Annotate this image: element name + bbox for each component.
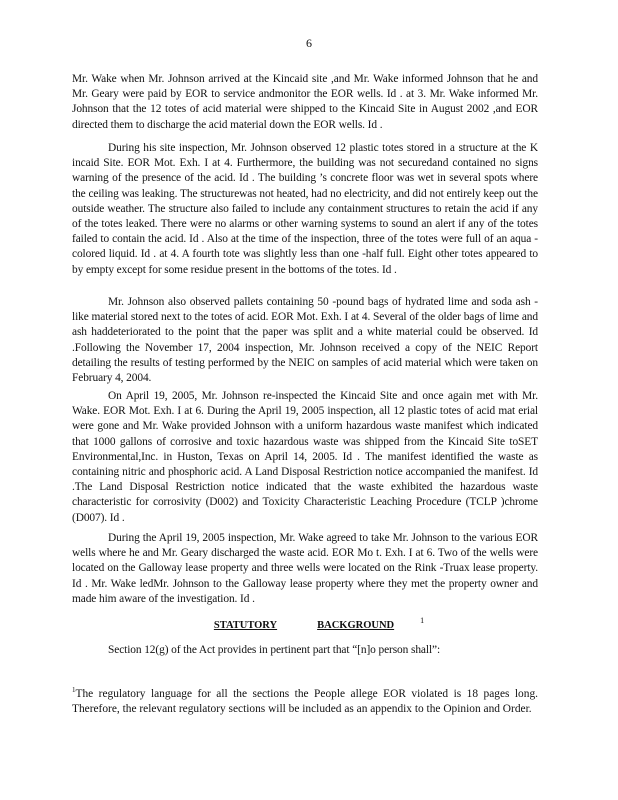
section-paragraph: Section 12(g) of the Act provides in pertinent part that “[n]o person shall”: [108,644,441,656]
page-number: 6 [306,36,312,50]
footnote-reference: 1 [420,616,425,625]
paragraph-5: During the April 19, 2005 inspection, Mr. Wake agreed to take Mr. Johnson to the various EOR wells where he and Mr. Geary discharged the waste acid. EOR Mo t. Exh. I at 6. Two of the wells were located on the Galloway lease property and three wells were located on the Rink -Truax lease property. Id . Mr. Wake ledMr. Johnson to the Galloway lease property where they met the property owner and made him aware of the investigation. Id . [72,532,538,605]
footnote [72,683,538,717]
heading-word-background: BACKGROUND [317,619,395,631]
section-heading [0,616,618,631]
paragraph-2: During his site inspection, Mr. Johnson observed 12 plastic totes stored in a structure at the K incaid Site. EOR Mot. Exh. I at 4. Furthermore, the building was not securedand contained no signs warning of the presence of the acid. Id . The building ’s concrete floor was wet in several spots where the ceiling was leaking. The structurewas not heated, had no electricity, and did not entirely keep out the outside weather. The structure also failed to include any containment structures to retain the acid if any of the totes leaked. There were no alarms or other warning systems to sound an alert if any of the totes failed to contain the acid. Id . Also at the time of the inspection, three of the totes were full of an aqua -colored liquid. Id . at 4. A fourth tote was slightly less than one -half full. Eight other totes appeared to by empty except for some residue present in the bottoms of the totes. Id . [72,142,538,276]
footnote-text: The regulatory language for all the sections the People allege EOR violated is 18 pages long. Therefore, the relevant regulatory sections will be included as an appendix to the Opinion and Order. [72,687,538,715]
heading-word-statutory: STATUTORY [213,619,278,631]
paragraph-3: Mr. Johnson also observed pallets containing 50 -pound bags of hydrated lime and soda ash -like material stored next to the totes of acid. EOR Mot. Exh. I at 4. Several of the older bags of lime and ash haddeteriorated to the point that the paper was split and a white material could be observed. Id .Following the November 17, 2004 inspection, Mr. Johnson received a copy of the NEIC Report detailing the results of testing performed by the NEIC on samples of acid material which were taken on February 4, 2004. [72,296,538,385]
paragraph-1: Mr. Wake when Mr. Johnson arrived at the Kincaid site ,and Mr. Wake informed Johnson that he and Mr. Geary were paid by EOR to service andmonitor the EOR wells. Id . at 3. Mr. Wake informed Mr. Johnson that the 12 totes of acid material were shipped to the Kincaid Site in August 2002 ,and EOR directed them to discharge the acid material down the EOR wells. Id . [72,73,538,131]
paragraph-4: On April 19, 2005, Mr. Johnson re-inspected the Kincaid Site and once again met with Mr. Wake. EOR Mot. Exh. I at 6. During the April 19, 2005 inspection, all 12 plastic totes of acid mat erial were gone and Mr. Wake provided Johnson with a uniform hazardous waste manifest which indicated that 1000 gallons of corrosive and toxic hazardous waste was shipped from the Kincaid Site toSET Environmental,Inc. in Huston, Texas on April 14, 2005. Id . The manifest identified the waste as containing nitric and phosphoric acid. A Land Disposal Restriction notice accompanied the manifest. Id .The Land Disposal Restriction notice indicated that the waste exhibited the hazardous waste characteristic for corrosivity (D002) and Toxicity Characteristic Leaching Procedure (TCLP )chrome (D007). Id . [72,390,538,524]
footnote-marker: 1 [72,686,76,694]
